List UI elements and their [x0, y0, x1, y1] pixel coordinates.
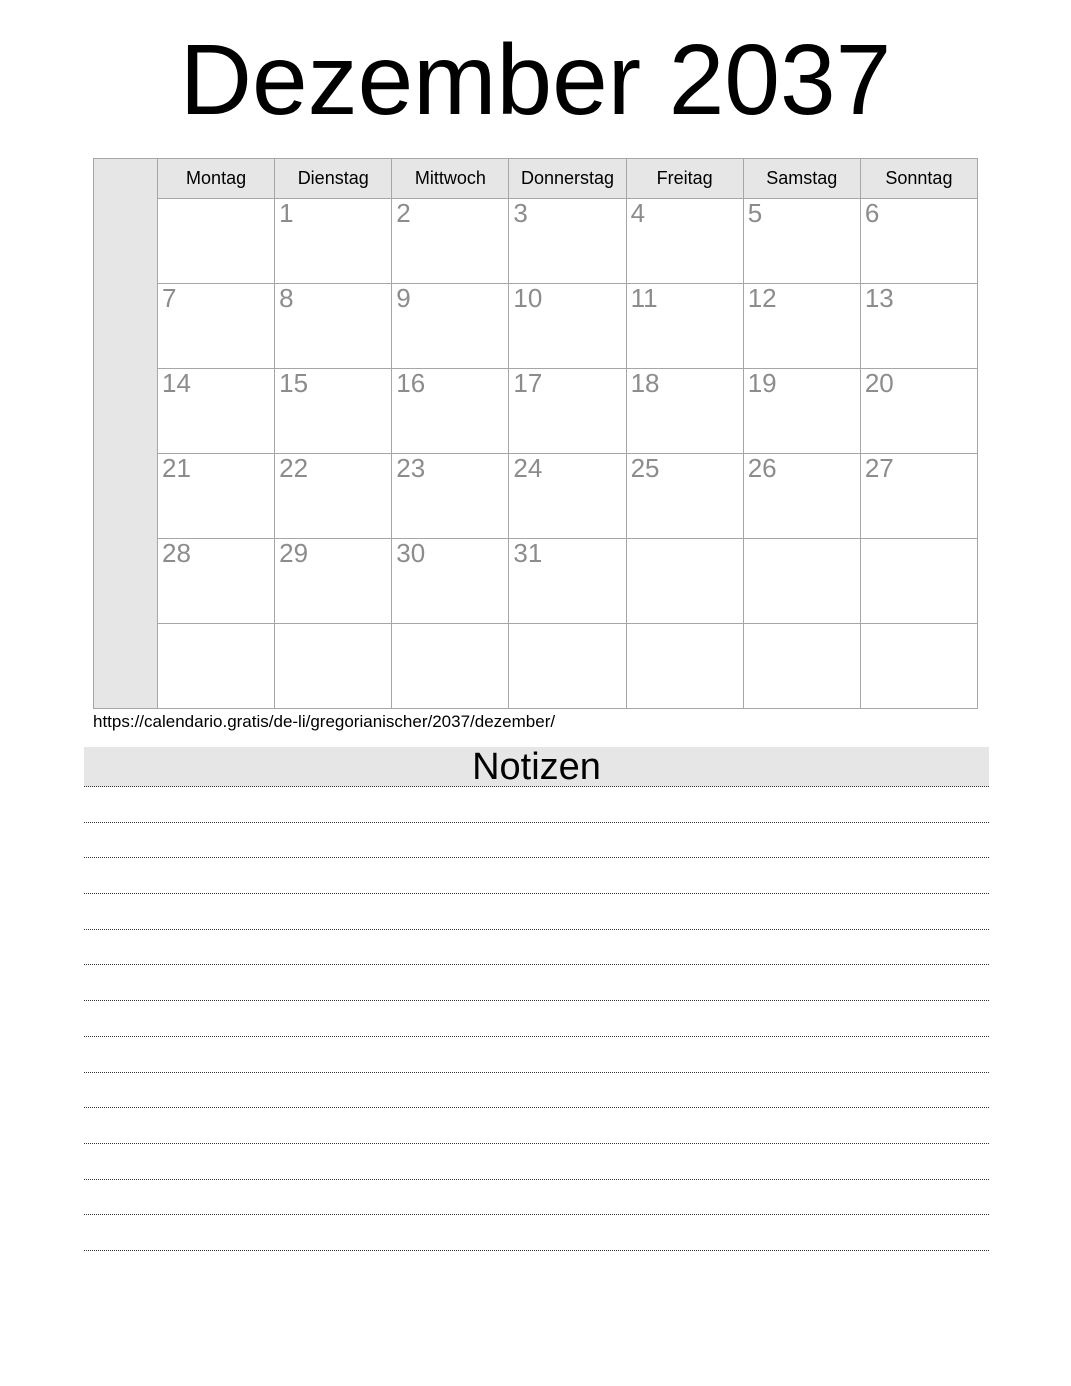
day-number: 28 — [162, 538, 191, 568]
day-number: 6 — [864, 198, 880, 228]
calendar-week-row — [94, 199, 978, 284]
day-cell-empty — [158, 624, 275, 709]
day-number: 27 — [864, 453, 894, 483]
note-line — [84, 1144, 989, 1180]
day-header-montag: Montag — [158, 159, 275, 199]
day-header-sonntag: Sonntag — [860, 159, 977, 199]
notes-title: Notizen — [472, 746, 601, 788]
day-cell-18 — [626, 369, 743, 454]
day-number — [627, 539, 743, 540]
calendar-week-row — [94, 284, 978, 369]
note-line — [84, 1073, 989, 1109]
day-number — [158, 199, 274, 200]
note-line — [84, 894, 989, 930]
day-cell-8 — [275, 284, 392, 369]
day-number: 14 — [162, 368, 191, 398]
day-cell-empty — [743, 624, 860, 709]
day-number: 1 — [279, 198, 294, 228]
calendar-gutter — [94, 159, 158, 709]
day-cell-24 — [509, 454, 626, 539]
day-cell-2 — [392, 199, 509, 284]
day-header-freitag: Freitag — [626, 159, 743, 199]
calendar-week-row — [94, 369, 978, 454]
day-cell-13 — [860, 284, 977, 369]
day-cell-4 — [626, 199, 743, 284]
note-lines — [84, 787, 989, 1251]
day-cell-empty — [626, 539, 743, 624]
day-number: 13 — [864, 283, 894, 313]
day-header-samstag: Samstag — [743, 159, 860, 199]
day-cell-19 — [743, 369, 860, 454]
day-number: 4 — [630, 198, 646, 228]
day-cell-9 — [392, 284, 509, 369]
calendar-week-row — [94, 539, 978, 624]
day-number: 26 — [747, 453, 777, 483]
day-cell-11 — [626, 284, 743, 369]
day-cell-10 — [509, 284, 626, 369]
day-cell-1 — [275, 199, 392, 284]
day-number: 30 — [396, 538, 426, 568]
notes-section — [84, 747, 989, 1251]
note-line — [84, 858, 989, 894]
day-number — [509, 624, 625, 625]
note-line — [84, 787, 989, 823]
day-cell-3 — [509, 199, 626, 284]
day-number: 7 — [162, 283, 177, 313]
calendar-table — [93, 158, 978, 709]
day-number: 5 — [747, 198, 763, 228]
day-number: 21 — [162, 453, 191, 483]
note-line — [84, 1180, 989, 1216]
day-number: 19 — [747, 368, 777, 398]
day-cell-22 — [275, 454, 392, 539]
day-number — [861, 539, 977, 540]
note-line — [84, 1037, 989, 1073]
day-number: 29 — [279, 538, 309, 568]
note-line — [84, 1215, 989, 1251]
notes-header — [84, 747, 989, 787]
day-cell-20 — [860, 369, 977, 454]
note-line — [84, 965, 989, 1001]
calendar-header-row — [94, 159, 978, 199]
day-number: 2 — [396, 198, 411, 228]
day-number: 8 — [279, 283, 294, 313]
day-number: 24 — [513, 453, 543, 483]
day-cell-7 — [158, 284, 275, 369]
day-number — [275, 624, 391, 625]
day-header-mittwoch: Mittwoch — [392, 159, 509, 199]
day-cell-12 — [743, 284, 860, 369]
day-cell-empty — [626, 624, 743, 709]
day-number — [744, 539, 860, 540]
day-cell-30 — [392, 539, 509, 624]
day-number: 20 — [864, 368, 894, 398]
calendar-body — [94, 159, 978, 709]
note-line — [84, 1108, 989, 1144]
day-cell-empty — [509, 624, 626, 709]
day-header-donnerstag: Donnerstag — [509, 159, 626, 199]
day-number: 12 — [747, 283, 777, 313]
day-cell-25 — [626, 454, 743, 539]
day-cell-31 — [509, 539, 626, 624]
day-cell-27 — [860, 454, 977, 539]
day-cell-15 — [275, 369, 392, 454]
day-cell-empty — [743, 539, 860, 624]
day-cell-empty — [860, 624, 977, 709]
day-number — [861, 624, 977, 625]
note-line — [84, 930, 989, 966]
day-number: 9 — [396, 283, 411, 313]
day-cell-empty — [860, 539, 977, 624]
day-number: 3 — [513, 198, 528, 228]
day-cell-29 — [275, 539, 392, 624]
day-cell-23 — [392, 454, 509, 539]
day-number — [744, 624, 860, 625]
day-number: 16 — [396, 368, 426, 398]
day-number: 25 — [630, 453, 660, 483]
day-cell-empty — [392, 624, 509, 709]
day-number — [158, 624, 274, 625]
day-number: 31 — [513, 538, 543, 568]
day-number: 11 — [630, 283, 658, 313]
day-number: 23 — [396, 453, 426, 483]
day-cell-17 — [509, 369, 626, 454]
day-cell-6 — [860, 199, 977, 284]
calendar-week-row — [94, 454, 978, 539]
note-line — [84, 1001, 989, 1037]
day-cell-16 — [392, 369, 509, 454]
day-cell-28 — [158, 539, 275, 624]
day-number — [392, 624, 508, 625]
page-title: Dezember 2037 — [179, 24, 892, 136]
day-cell-21 — [158, 454, 275, 539]
day-cell-empty — [158, 199, 275, 284]
day-cell-26 — [743, 454, 860, 539]
day-cell-empty — [275, 624, 392, 709]
note-line — [84, 823, 989, 859]
source-url: https://calendario.gratis/de-li/gregorianischer/2037/dezember/ — [93, 712, 556, 731]
day-cell-5 — [743, 199, 860, 284]
day-number: 10 — [513, 283, 543, 313]
day-number: 17 — [513, 368, 543, 398]
day-cell-14 — [158, 369, 275, 454]
day-number: 18 — [630, 368, 660, 398]
calendar-week-row — [94, 624, 978, 709]
day-number — [627, 624, 743, 625]
day-number: 15 — [279, 368, 309, 398]
day-number: 22 — [279, 453, 309, 483]
day-header-dienstag: Dienstag — [275, 159, 392, 199]
